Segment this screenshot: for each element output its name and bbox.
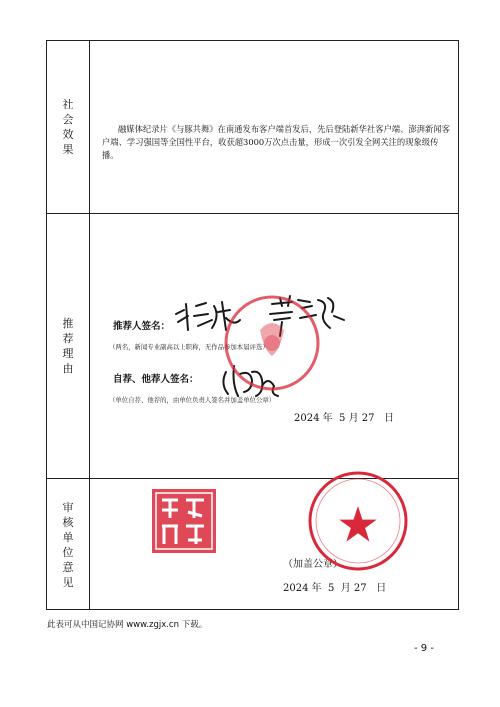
review-unit-opinion-label: 审核单位意见 [62,500,74,589]
recommendation-date: 2024 年 5 月 27 日 [294,413,395,424]
self-referral-signature-label: 自荐、他荐人签名： [113,374,199,385]
self-referral-note: （单位自荐、他荐的，由单位负责人签名并加盖单位公章） [109,396,276,404]
review-date: 2024 年 5 月 27 日 [283,583,387,594]
stamp-note: （加盖公章） [283,559,343,570]
recommendation-reason-label: 推荐理由 [62,316,74,375]
footer-note: 此表可从中国记协网 www.zgjx.cn 下载。 [47,620,208,630]
newspaper-round-seal [226,297,318,389]
personal-square-seal [152,489,216,553]
social-effect-text: 融媒体纪录片《与豚共舞》在南通发布客户端首发后，先后登陆新华社客户端、澎湃新闻客户端、学习强国等全国性平台，收获超3000万次点击量，形成一次引发全网关注的现象级传播。 [102,124,450,160]
referrer-note: （两名，新闻专业副高以上职称，无作品参加本届评选） [109,343,269,351]
page-number: - 9 - [414,643,434,654]
referrer-signature-label: 推荐人签名： [113,321,171,332]
association-round-seal [310,473,406,569]
social-effect-label: 社会效果 [62,98,74,156]
